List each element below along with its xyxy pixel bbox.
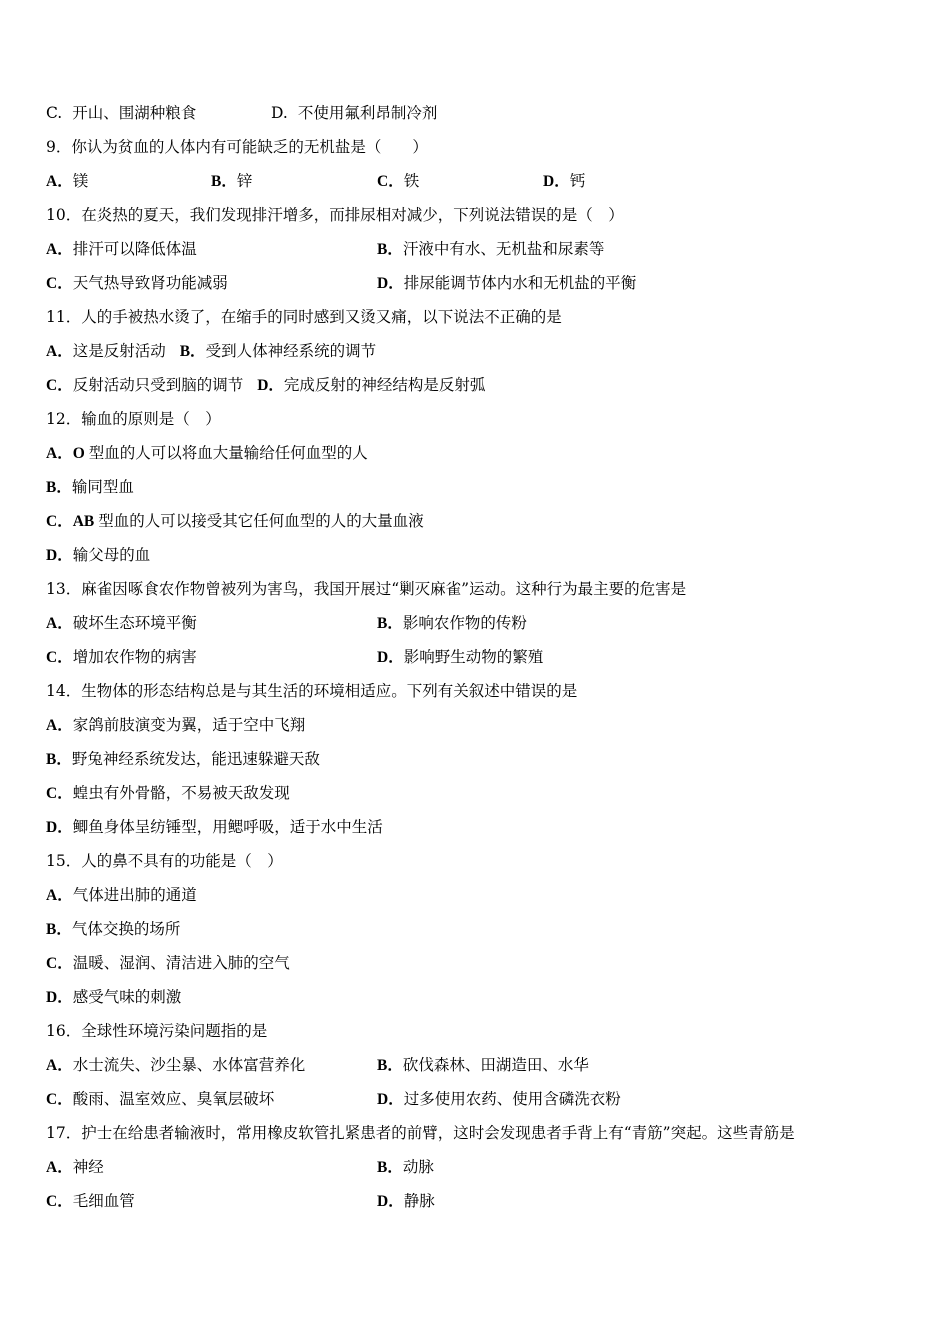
q10-stem: 10．在炎热的夏天，我们发现排汗增多，而排尿相对减少，下列说法错误的是（ ） bbox=[46, 206, 624, 224]
q15-option-d: D．感受气味的刺激 bbox=[46, 988, 182, 1006]
q10-option-d: D．排尿能调节体内水和无机盐的平衡 bbox=[377, 274, 637, 292]
q11-options-ab bbox=[46, 334, 916, 368]
q13-option-d: D．影响野生动物的繁殖 bbox=[377, 648, 544, 666]
q9-option-b: B．锌 bbox=[211, 172, 253, 190]
q10-options-ab bbox=[46, 232, 916, 266]
q14-option-d: D．鲫鱼身体呈纺锤型，用鳃呼吸，适于水中生活 bbox=[46, 818, 383, 836]
q12-option-c: C．AB 型血的人可以接受其它任何血型的人的大量血液 bbox=[46, 512, 424, 530]
q11-options-cd bbox=[46, 368, 916, 402]
q10-options-cd bbox=[46, 266, 916, 300]
q12-stem: 12．输血的原则是（ ） bbox=[46, 410, 221, 428]
q16-options-ab bbox=[46, 1048, 916, 1082]
q15-stem: 15．人的鼻不具有的功能是（ ） bbox=[46, 852, 283, 870]
q16-option-c: C．酸雨、温室效应、臭氧层破坏 bbox=[46, 1090, 275, 1108]
q16-option-a: A．水士流失、沙尘暴、水体富营养化 bbox=[46, 1056, 306, 1074]
q17-option-d: D．静脉 bbox=[377, 1192, 435, 1210]
q11-stem: 11．人的手被热水烫了，在缩手的同时感到又烫又痛，以下说法不正确的是 bbox=[46, 308, 562, 326]
q13-option-a: A．破坏生态环境平衡 bbox=[46, 614, 197, 632]
q14-option-b: B．野兔神经系统发达，能迅速躲避天敌 bbox=[46, 750, 320, 768]
q9-options bbox=[46, 164, 916, 198]
q9-option-c: C．铁 bbox=[377, 172, 420, 190]
q12-option-b: B．输同型血 bbox=[46, 478, 134, 496]
q15-option-c: C．温暖、湿润、清洁进入肺的空气 bbox=[46, 954, 290, 972]
q8-option-c: C. 开山、围湖种粮食 bbox=[46, 104, 197, 122]
q16-stem: 16．全球性环境污染问题指的是 bbox=[46, 1022, 268, 1040]
q17-option-b: B．动脉 bbox=[377, 1158, 434, 1176]
q15-option-a: A．气体进出肺的通道 bbox=[46, 886, 197, 904]
exam-page bbox=[46, 96, 916, 1218]
q10-option-a: A．排汗可以降低体温 bbox=[46, 240, 197, 258]
q9-stem: 9．你认为贫血的人体内有可能缺乏的无机盐是（ ） bbox=[46, 138, 428, 156]
q13-options-cd bbox=[46, 640, 916, 674]
q9-option-d: D．钙 bbox=[543, 172, 586, 190]
q12-option-a: A．O 型血的人可以将血大量输给任何血型的人 bbox=[46, 444, 368, 462]
q17-option-c: C．毛细血管 bbox=[46, 1192, 135, 1210]
q11-option-b: B．受到人体神经系统的调节 bbox=[179, 342, 377, 360]
q16-options-cd bbox=[46, 1082, 916, 1116]
q15-option-b: B．气体交换的场所 bbox=[46, 920, 181, 938]
q13-stem: 13．麻雀因啄食农作物曾被列为害鸟，我国开展过“剿灭麻雀”运动。这种行为最主要的危害是 bbox=[46, 580, 687, 598]
q17-option-a: A．神经 bbox=[46, 1158, 104, 1176]
q13-option-c: C．增加农作物的病害 bbox=[46, 648, 197, 666]
q16-option-d: D．过多使用农药、使用含磷洗衣粉 bbox=[377, 1090, 621, 1108]
q8-option-d: D. 不使用氟利昂制冷剂 bbox=[271, 104, 438, 122]
q12-option-d: D．输父母的血 bbox=[46, 546, 151, 564]
q11-option-a: A．这是反射活动 bbox=[46, 342, 166, 360]
q10-option-b: B．汗液中有水、无机盐和尿素等 bbox=[377, 240, 605, 258]
q11-option-c: C．反射活动只受到脑的调节 bbox=[46, 376, 244, 394]
q8-options-cd bbox=[46, 96, 916, 130]
q13-option-b: B．影响农作物的传粉 bbox=[377, 614, 527, 632]
q13-options-ab bbox=[46, 606, 916, 640]
q17-options-ab bbox=[46, 1150, 916, 1184]
q14-option-c: C．蝗虫有外骨骼，不易被天敌发现 bbox=[46, 784, 290, 802]
q11-option-d: D．完成反射的神经结构是反射弧 bbox=[257, 376, 486, 394]
q9-option-a: A．镁 bbox=[46, 172, 89, 190]
q17-options-cd bbox=[46, 1184, 916, 1218]
q16-option-b: B．砍伐森林、田湖造田、水华 bbox=[377, 1056, 589, 1074]
q14-stem: 14．生物体的形态结构总是与其生活的环境相适应。下列有关叙述中错误的是 bbox=[46, 682, 578, 700]
q14-option-a: A．家鸽前肢演变为翼，适于空中飞翔 bbox=[46, 716, 306, 734]
q17-stem: 17．护士在给患者输液时，常用橡皮软管扎紧患者的前臂，这时会发现患者手背上有“青筋”突起。这些青筋是 bbox=[46, 1124, 795, 1142]
q10-option-c: C．天气热导致肾功能减弱 bbox=[46, 274, 228, 292]
